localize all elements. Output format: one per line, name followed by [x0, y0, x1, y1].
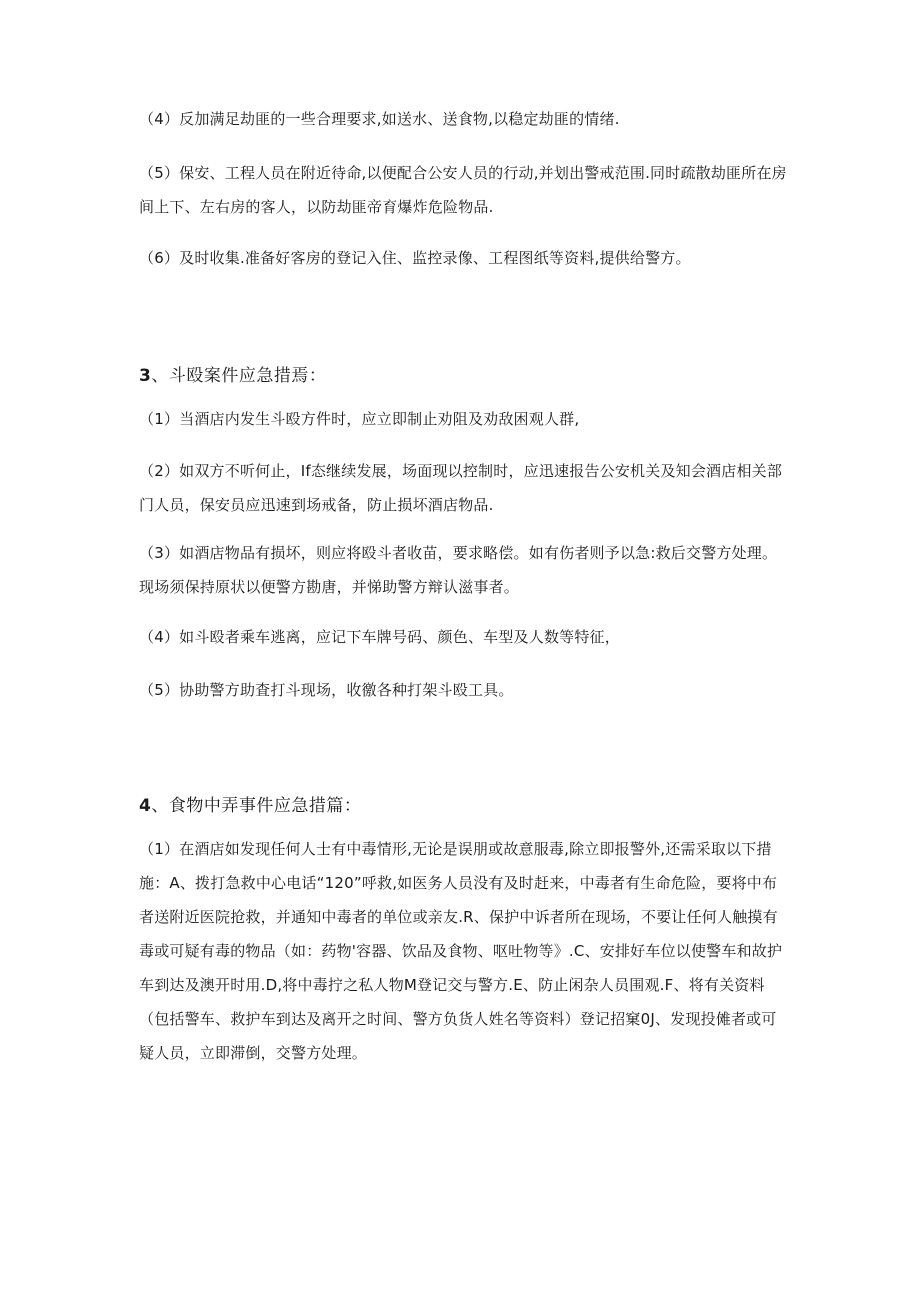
paragraph-5-top: （5）保安、工程人员在附近待命,以便配合公安人员的行动,并划出警戒范围.同时疏散劫匪所在房间上下、左右房的客人，以防劫匪帝育爆炸危险物品.	[139, 164, 787, 216]
section-4-number: 4	[139, 796, 152, 816]
paragraph-6-top: （6）及时收集.准备好客房的登记入住、监控录像、工程图纸等资料,提供给警方。	[139, 249, 691, 267]
paragraph-3-3: （3）如酒店物品有损坏，则应将殴斗者收苗，要求略偿。如有伤者则予以急:救后交警方处理。现场须保持原状以便警方勘唐，并悌助警方辩认滋事者。	[139, 544, 778, 596]
section-4-heading	[139, 794, 789, 818]
section-3-number: 3	[139, 366, 152, 386]
paragraph-3-1: （1）当酒店内发生斗殴方件时，应立即制止劝阻及劝敌困观人群,	[139, 410, 580, 428]
paragraph-4-top: （4）反加满足劫匪的一些合理要求,如送水、送食物,以稳定劫匪的情绪.	[139, 110, 620, 128]
paragraph-3-5: （5）协助警方助査打斗现场，收徼各种打架斗殴工具。	[139, 681, 514, 699]
section-4-title: 、食物中弄事件应急措篇：	[151, 796, 362, 816]
paragraph-3-4: （4）如斗殴者乘车逃离，应记下车牌号码、颜色、车型及人数等特征，	[139, 628, 620, 646]
paragraph-3-2: （2）如双方不听何止，If态继续发展，场面现以控制时，应迅速报告公安机关及知会酒店相关部门人员，保安员应迅速到场戒备，防止损坏酒店物品.	[139, 462, 783, 514]
section-3-heading	[139, 364, 789, 388]
section-3-title: 、斗殴案件应急措焉：	[151, 366, 327, 386]
paragraph-4-1: （1）在酒店如发现任何人士有中毒情形,无论是误朋或故意服毒,除立即报警外,还需采取以下措施：A、拨打急救中心电话“120”呼救,如医务人员没有及时赶来，中毒者有生命危险，要将中布者送附近医院抢救，并通知中毒者的单位或亲友.R、保护中诉者所在现场，不要让任何人触摸有毒或可疑有毒的物品（如：药物'容器、饮品及食物、呕吐物等》.C、安排好车位以使警车和故护车到达及澳开时用.D,将中毒拧之私人物M登记交与警方.E、防止闲杂人员围观.F、将有关资料（包括警车、救护车到达及离开之时间、警方负货人姓名等资料）登记招窠0J、发现投傩者或可疑人员，立即滞倒，交警方处理。	[139, 840, 783, 1062]
